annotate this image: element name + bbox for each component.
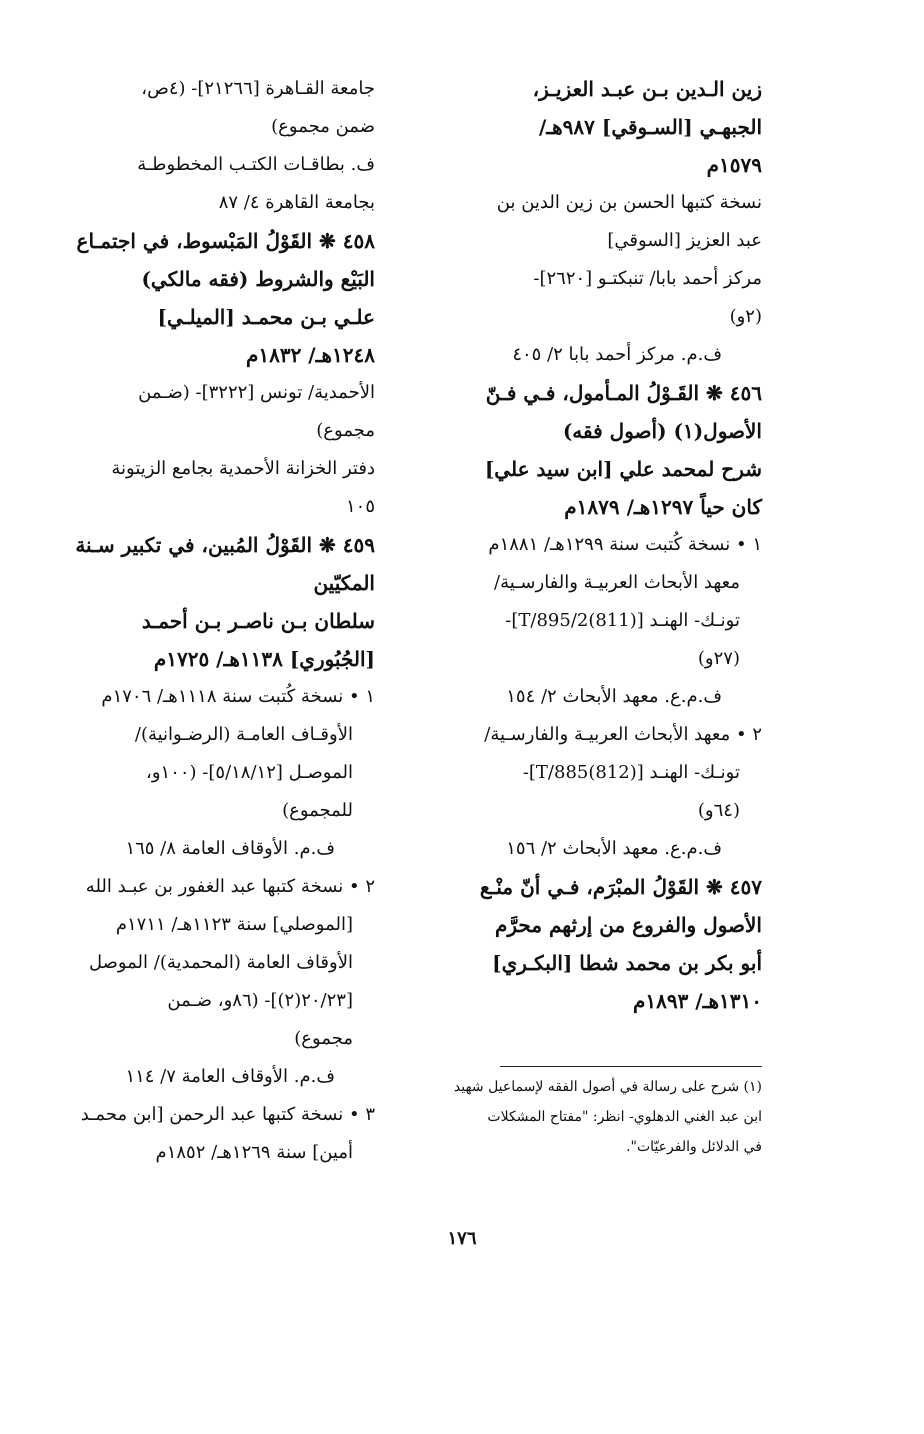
entry-text-line: ١ • نسخة كُتبت سنة ١٢٩٩هـ/ ١٨٨١م [488,534,762,555]
entry-text-line: ف.م. الأوقاف العامة ٧/ ١١٤ [125,1066,335,1087]
entry-heading-line: الأصول والفروع من إرثهم محرَّم [494,913,762,937]
entry-text-line: ف. بطاقـات الكتـب المخطوطـة [137,154,375,175]
footnote-separator [500,1066,762,1067]
entry-text-line: معهد الأبحاث العربيـة والفارسـية/ [494,572,740,593]
entry-heading-line: علـي بـن محمـد [الميلـي] [157,305,375,329]
entry-text-line: نسخة كتبها الحسن بن زين الدين بن [496,192,762,213]
entry-text-line: بجامعة القاهرة ٤/ ٨٧ [218,192,375,213]
entry-text-line: ف.م.ع. معهد الأبحاث ٢/ ١٥٤ [506,686,722,707]
entry-text-line: تونـك- الهنـد [T/885(812)]- [522,762,740,783]
entry-heading-line: المكيّين [313,571,375,595]
entry-text-line: [٢٠/٢٣(٢)]- (٨٦و، ضـمن [167,990,353,1011]
entry-text-line: عبد العزيز [السوقي] [607,230,762,251]
entry-text-line: مجموع) [316,420,375,441]
entry-heading-line: ٤٥٨ ❋ القَوْلُ المَبْسوط، في اجتمـاع [76,229,375,253]
entry-text-line: ٢ • نسخة كتبها عبد الغفور بن عبـد الله [85,876,375,897]
footnote-line: (١) شرح على رسالة في أصول الفقه لإسماعيل شهيد [453,1079,762,1095]
entry-heading-line: ١٥٧٩م [706,153,762,177]
entry-text-line: مركز أحمد بابا/ تنبكتـو [٢٦٢٠]- [533,268,762,289]
entry-heading-line: أبو بكر بن محمد شطا [البكـري] [492,951,762,975]
entry-heading-line: ٤٥٩ ❋ القَوْلُ المُبين، في تكبير سـنة [75,533,375,557]
entry-heading-line: الجبهـي [السـوقي] ٩٨٧هـ/ [538,115,762,139]
entry-text-line: (٢و) [729,306,762,327]
entry-text-line: [الموصلي] سنة ١١٢٣هـ/ ١٧١١م [115,914,353,935]
footnote-line: ابن عبد الغني الدهلوي- انظر: "مفتاح المشكلات [487,1109,762,1125]
entry-text-line: للمجموع) [282,800,353,821]
entry-text-line: ف.م. مركز أحمد بابا ٢/ ٤٠٥ [512,344,722,365]
entry-text-line: الأحمدية/ تونس [٣٢٢٢]- (ضـمن [138,382,375,403]
entry-text-line: ١ • نسخة كُتبت سنة ١١١٨هـ/ ١٧٠٦م [101,686,375,707]
entry-text-line: دفتر الخزانة الأحمدية بجامع الزيتونة [111,458,375,479]
entry-heading-line: ١٣١٠هـ/ ١٨٩٣م [632,989,762,1013]
left-column [75,70,375,1172]
entry-heading-line: كان حياً ١٢٩٧هـ/ ١٨٧٩م [564,495,762,519]
entry-heading-line: الأصول(١) (أصول فقه) [562,419,762,443]
entry-text-line: ف.م.ع. معهد الأبحاث ٢/ ١٥٦ [506,838,722,859]
entry-text-line: الأوقـاف العامـة (الرضـوانية)/ [134,724,353,745]
entry-text-line: ضمن مجموع) [271,116,375,137]
entry-text-line: ٢ • معهد الأبحاث العربيـة والفارسـية/ [484,724,762,745]
entry-text-line: ١٠٥ [345,496,375,517]
entry-text-line: جامعة القـاهرة [٢١٢٦٦]- (٤ص، [141,78,375,99]
entry-text-line: الأوقاف العامة (المحمدية)/ الموصل [88,952,353,973]
entry-heading-line: ٤٥٦ ❋ القَـوْلُ المـأمول، فـي فـنّ [485,381,762,405]
right-column [462,70,762,1020]
footnote-line: في الدلائل والفرعيّات". [626,1139,762,1155]
footnote [453,1072,762,1162]
entry-heading-line: ٤٥٧ ❋ القَوْلُ المبْرَم، فـي أنّ منْـع [479,875,762,899]
entry-heading-line: سلطان بـن ناصـر بـن أحمـد [141,609,375,633]
entry-text-line: (٢٧و) [697,648,740,669]
entry-heading-line: [الجُبُوري] ١١٣٨هـ/ ١٧٢٥م [153,647,375,671]
entry-heading-line: البَيْع والشروط (فقه مالكي) [141,267,375,291]
entry-heading-line: شرح لمحمد علي [ابن سيد علي] [484,457,762,481]
entry-heading-line: زين الـدين بـن عبـد العزيـز، [532,77,762,101]
entry-text-line: تونـك- الهنـد [T/895/2(811)]- [505,610,740,631]
page-number: ١٧٦ [447,1228,477,1249]
entry-text-line: ٣ • نسخة كتبها عبد الرحمن [ابن محمـد [80,1104,375,1125]
entry-text-line: الموصـل [٥/١٨/١٢]- (١٠٠و، [146,762,353,783]
entry-text-line: أمين] سنة ١٢٦٩هـ/ ١٨٥٢م [155,1142,353,1163]
entry-text-line: (٦٤و) [697,800,740,821]
entry-text-line: مجموع) [294,1028,353,1049]
entry-text-line: ف.م. الأوقاف العامة ٨/ ١٦٥ [125,838,335,859]
entry-heading-line: ١٢٤٨هـ/ ١٨٣٢م [245,343,375,367]
